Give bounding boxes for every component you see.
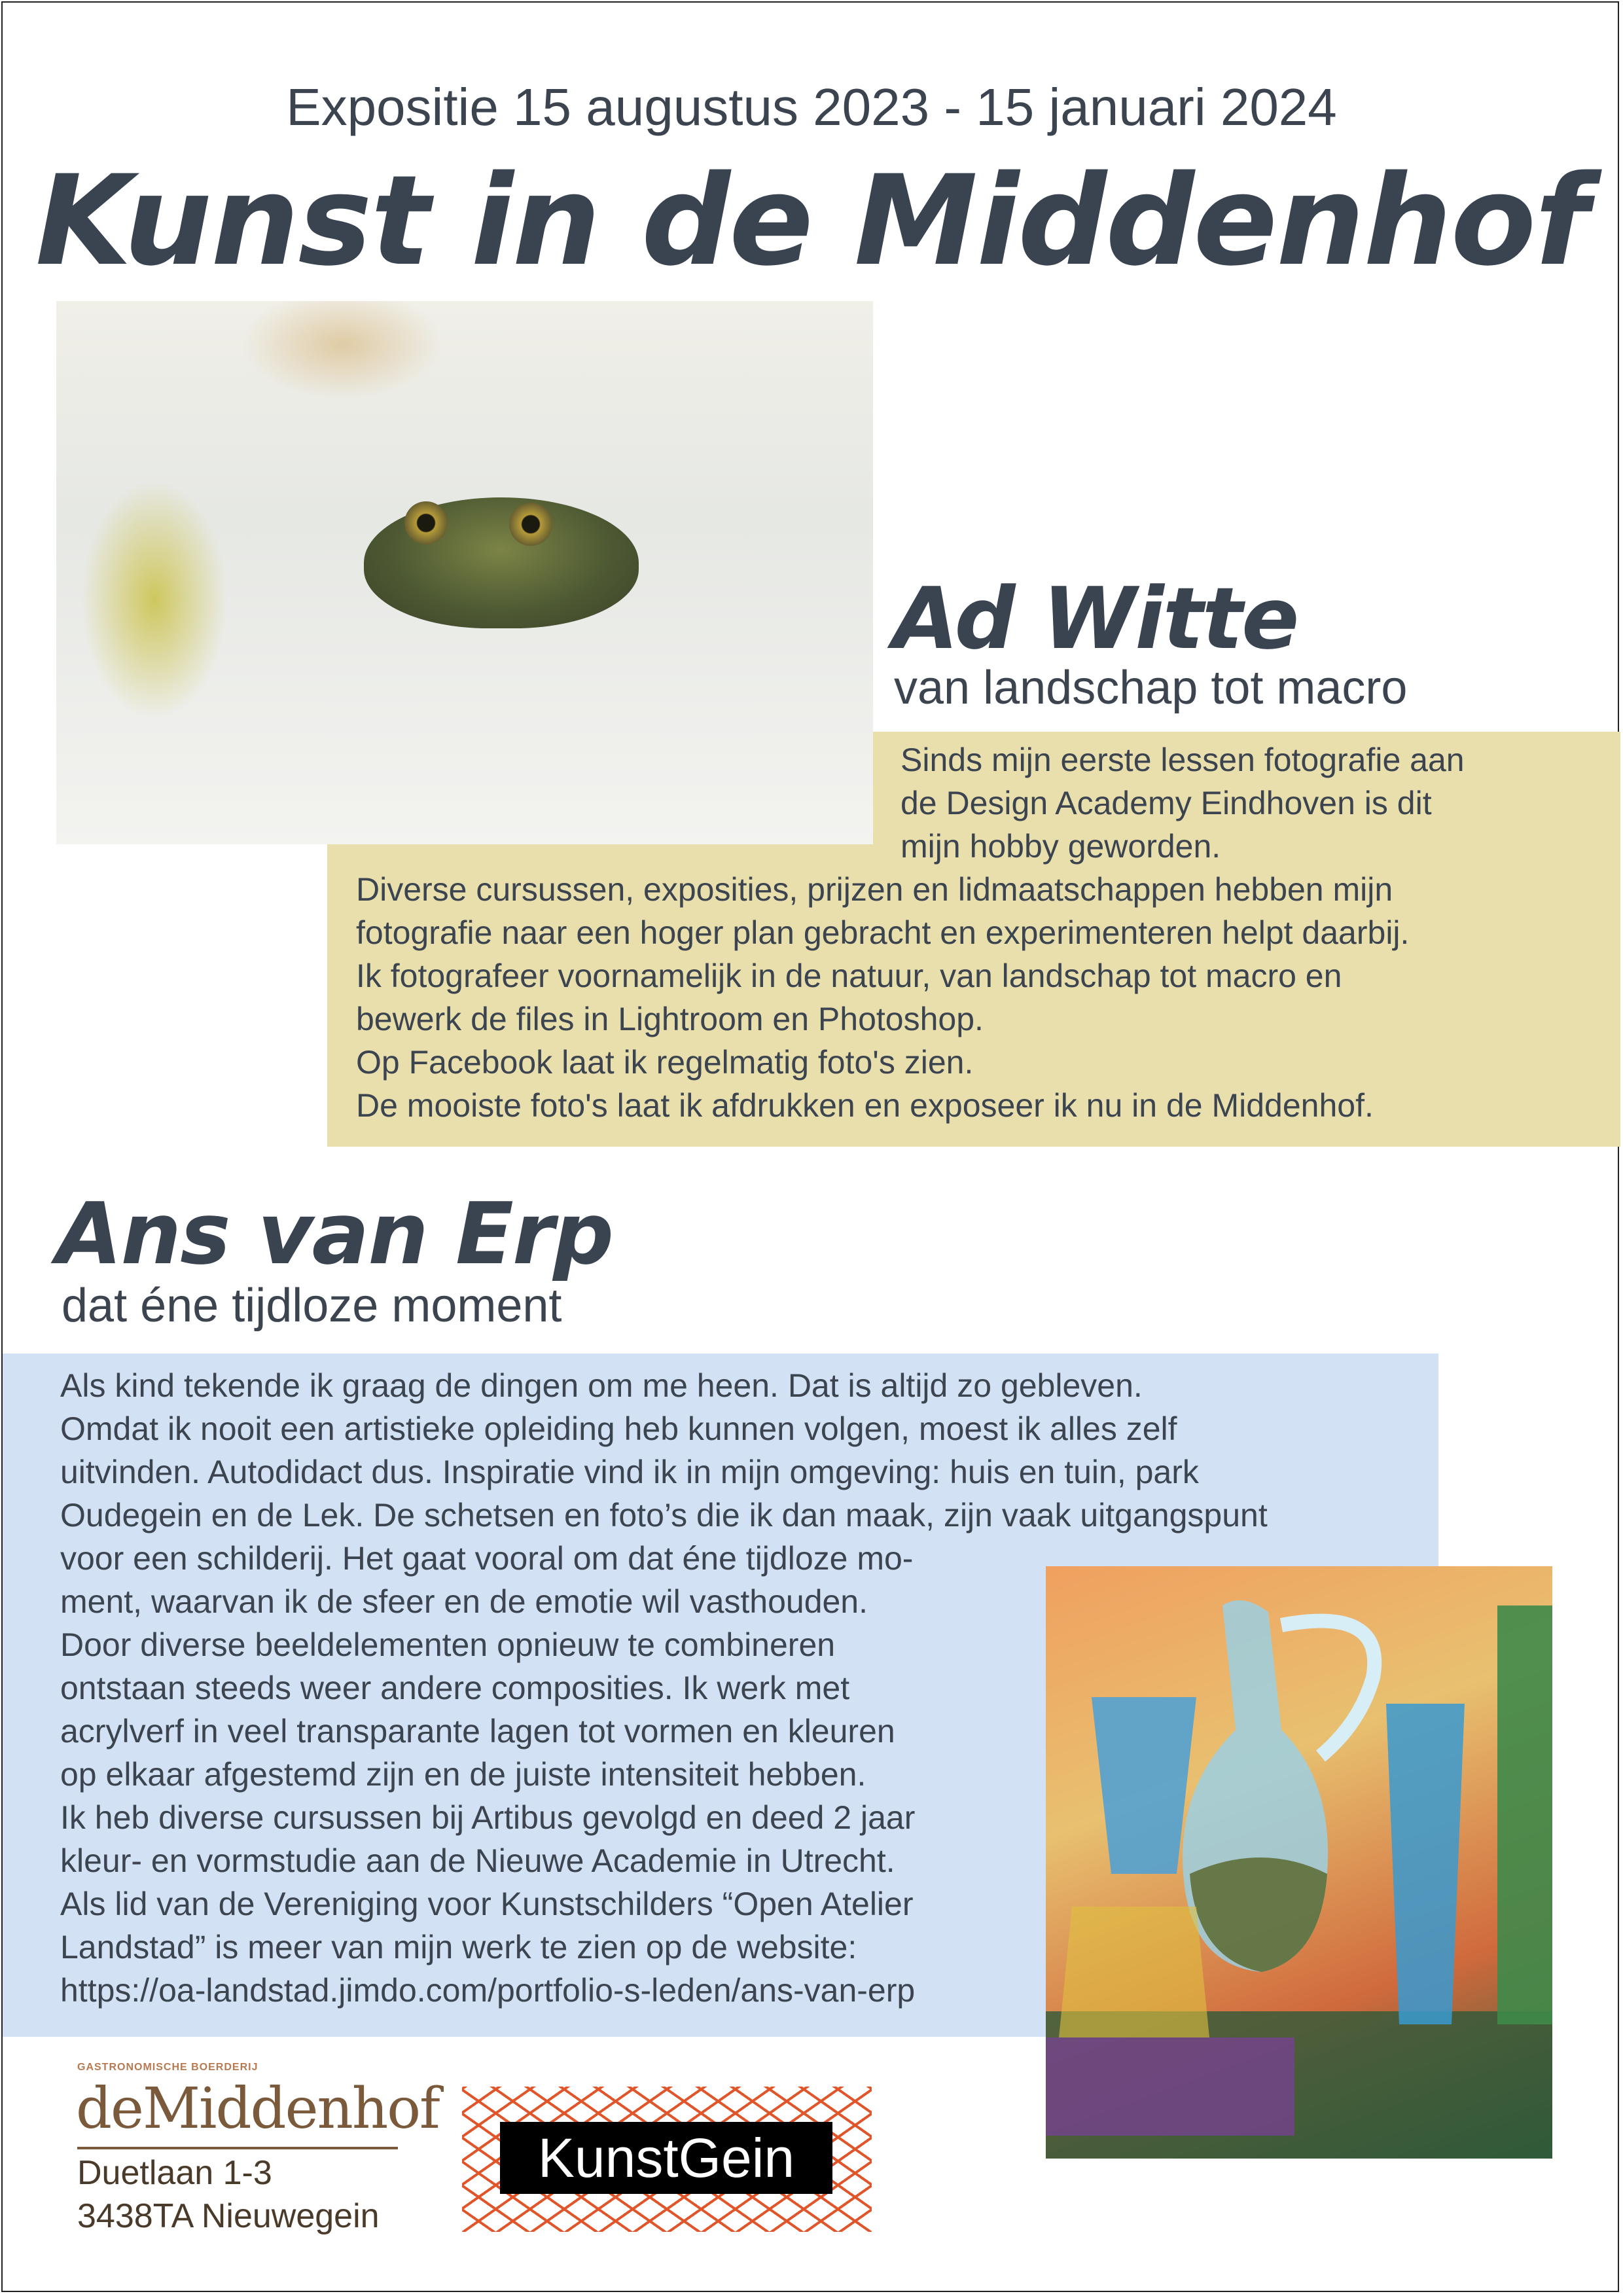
kunstgein-logo: [462, 2087, 872, 2232]
text-line: op elkaar afgestemd zijn en de juiste intensiteit hebben.: [60, 1756, 866, 1793]
text-line: Oudegein en de Lek. De schetsen en foto’s die ik dan maak, zijn vaak uitgangspunt: [60, 1497, 1268, 1534]
text-line: mijn hobby geworden.: [901, 828, 1221, 865]
text-line: voor een schilderij. Het gaat vooral om dat éne tijdloze mo-: [60, 1540, 914, 1577]
text-line: Ik heb diverse cursussen bij Artibus gevolgd en deed 2 jaar: [60, 1799, 916, 1836]
frog-eye-left: [404, 501, 448, 545]
address-line1: Duetlaan 1-3: [77, 2154, 272, 2192]
text-line: Diverse cursussen, exposities, prijzen en lidmaatschappen hebben mijn: [356, 871, 1393, 908]
text-line: acrylverf in veel transparante lagen tot vormen en kleuren: [60, 1713, 895, 1749]
text-line: Door diverse beeldelementen opnieuw te combineren: [60, 1626, 836, 1663]
text-line: Als lid van de Vereniging voor Kunstschilders “Open Atelier: [60, 1886, 914, 1922]
painting-shapes: [1046, 1566, 1552, 2159]
page-title: Kunst in de Middenhof: [35, 149, 1588, 293]
text-line: De mooiste foto's laat ik afdrukken en exposeer ik nu in de Middenhof.: [356, 1087, 1374, 1124]
text-line: ment, waarvan ik de sfeer en de emotie wil vasthouden.: [60, 1583, 868, 1620]
artist1-subtitle: van landschap tot macro: [894, 662, 1408, 714]
text-line: Sinds mijn eerste lessen fotografie aan: [901, 742, 1465, 778]
logo-underline: [77, 2147, 398, 2149]
frog-figure: [364, 497, 639, 628]
exposition-dates: Expositie 15 augustus 2023 - 15 januari 2024: [286, 78, 1337, 136]
text-line: de Design Academy Eindhoven is dit: [901, 785, 1432, 821]
artist2-subtitle: dat éne tijdloze moment: [62, 1280, 562, 1332]
text-line: Op Facebook laat ik regelmatig foto's zien.: [356, 1044, 974, 1081]
text-line: ontstaan steeds weer andere composities. Ik werk met: [60, 1670, 850, 1706]
frog-eye-right: [509, 503, 552, 546]
still-life-painting: [1046, 1566, 1552, 2159]
logo-tagline: GASTRONOMISCHE BOERDERIJ: [77, 2062, 259, 2073]
text-line: Ik fotografeer voornamelijk in de natuur, van landschap tot macro en: [356, 958, 1342, 994]
address-line2: 3438TA Nieuwegein: [77, 2197, 380, 2235]
text-line: bewerk de files in Lightroom en Photoshop.: [356, 1001, 984, 1037]
middenhof-logo: deMiddenhof: [76, 2076, 439, 2142]
text-line: uitvinden. Autodidact dus. Inspiratie vind ik in mijn omgeving: huis en tuin, park: [60, 1454, 1199, 1490]
artist1-name: Ad Witte: [893, 569, 1298, 668]
frog-photo: [56, 301, 873, 844]
text-line: kleur- en vormstudie aan de Nieuwe Academie in Utrecht.: [60, 1842, 895, 1879]
artist2-name: Ans van Erp: [56, 1184, 613, 1283]
text-line: https://oa-landstad.jimdo.com/portfolio-s-leden/ans-van-erp: [60, 1972, 916, 2009]
text-line: Als kind tekende ik graag de dingen om me heen. Dat is altijd zo gebleven.: [60, 1367, 1143, 1404]
kunstgein-logo-text: KunstGein: [500, 2122, 832, 2194]
artist1-text: [356, 868, 1409, 1127]
text-line: Landstad” is meer van mijn werk te zien op de website:: [60, 1929, 857, 1965]
text-line: fotografie naar een hoger plan gebracht en experimenteren helpt daarbij.: [356, 914, 1410, 951]
text-line: Omdat ik nooit een artistieke opleiding heb kunnen volgen, moest ik alles zelf: [60, 1410, 1177, 1447]
artist1-text-top: [901, 738, 1465, 868]
